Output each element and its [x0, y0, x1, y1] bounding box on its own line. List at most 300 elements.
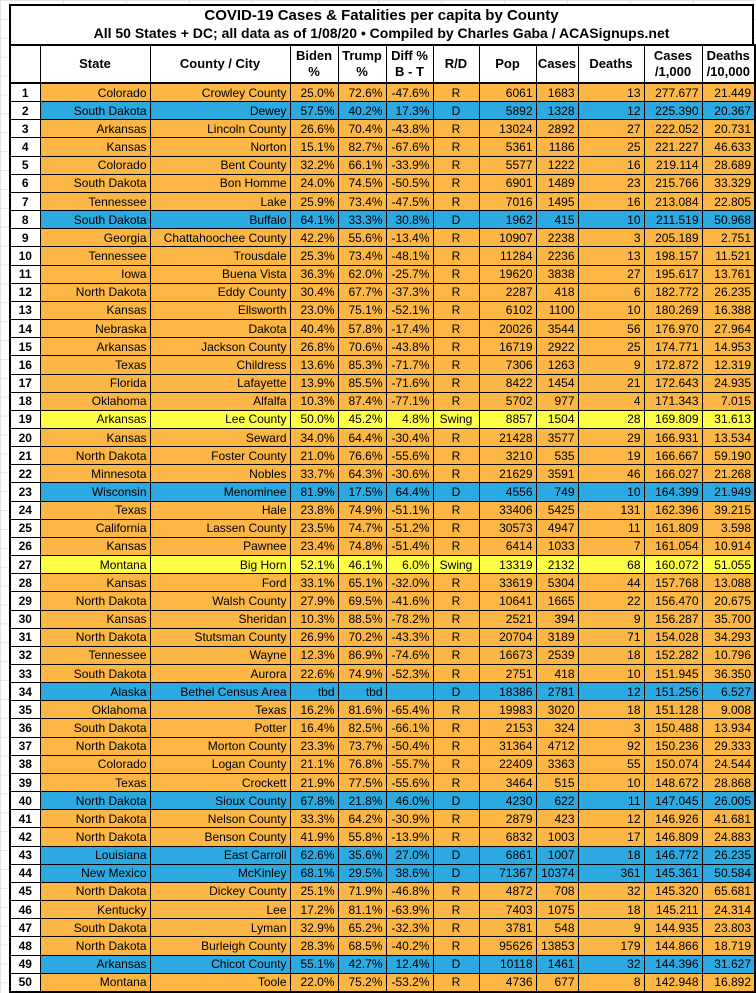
table-row [10, 828, 755, 846]
state-cell: Oklahoma [40, 701, 150, 719]
biden-pct-cell: 10.3% [290, 610, 338, 628]
trump-pct-cell: 64.4% [338, 428, 386, 446]
trump-pct-cell: 85.5% [338, 374, 386, 392]
rd-cell: R [433, 138, 479, 156]
rank-cell: 34 [10, 683, 40, 701]
trump-pct-cell: 76.6% [338, 447, 386, 465]
county-cell: Trousdale [150, 247, 290, 265]
table-row [10, 301, 755, 319]
cases-per-1000-cell: 150.488 [644, 719, 702, 737]
table-row [10, 410, 755, 428]
cases-per-1000-cell: 180.269 [644, 301, 702, 319]
col-header-rank [10, 45, 40, 83]
rank-cell: 11 [10, 265, 40, 283]
deaths-per-10000-cell: 26.005 [702, 792, 755, 810]
county-cell: Foster County [150, 447, 290, 465]
deaths-per-10000-cell: 41.681 [702, 810, 755, 828]
rank-cell: 22 [10, 465, 40, 483]
rank-cell: 25 [10, 519, 40, 537]
biden-pct-cell: 40.4% [290, 320, 338, 338]
state-cell: Iowa [40, 265, 150, 283]
deaths-per-10000-cell: 21.268 [702, 465, 755, 483]
cases-per-1000-cell: 172.643 [644, 374, 702, 392]
county-cell: Bethel Census Area [150, 683, 290, 701]
state-cell: Kansas [40, 574, 150, 592]
rank-cell: 15 [10, 338, 40, 356]
biden-pct-cell: 23.5% [290, 519, 338, 537]
rd-cell: R [433, 174, 479, 192]
state-cell: Tennessee [40, 646, 150, 664]
cases-per-1000-cell: 164.399 [644, 483, 702, 501]
pop-cell: 7306 [479, 356, 536, 374]
deaths-cell: 32 [578, 882, 644, 900]
cases-per-1000-cell: 150.236 [644, 737, 702, 755]
trump-pct-cell: tbd [338, 683, 386, 701]
page-title: COVID-19 Cases & Fatalities per capita by County [204, 7, 559, 24]
state-cell: Arkansas [40, 410, 150, 428]
rd-cell: R [433, 610, 479, 628]
rank-cell: 43 [10, 846, 40, 864]
table-row [10, 83, 755, 102]
rank-cell: 31 [10, 628, 40, 646]
state-cell: South Dakota [40, 211, 150, 229]
table-row [10, 937, 755, 955]
state-cell: North Dakota [40, 828, 150, 846]
diff-cell: 6.0% [386, 556, 433, 574]
rd-cell: R [433, 501, 479, 519]
page-subtitle: All 50 States + DC; all data as of 1/08/20 • Compiled by Charles Gaba / ACASignups.net [93, 25, 670, 41]
rd-cell: R [433, 646, 479, 664]
table-row [10, 428, 755, 446]
trump-pct-cell: 42.7% [338, 955, 386, 973]
diff-cell: 17.3% [386, 102, 433, 120]
col-header-diff: Diff % B - T [386, 45, 433, 83]
cases-per-1000-cell: 162.396 [644, 501, 702, 519]
col-header-cases-per-1000: Cases /1,000 [644, 45, 702, 83]
diff-cell: -74.6% [386, 646, 433, 664]
biden-pct-cell: 15.1% [290, 138, 338, 156]
cases-per-1000-cell: 161.809 [644, 519, 702, 537]
cases-per-1000-cell: 160.072 [644, 556, 702, 574]
deaths-per-10000-cell: 27.964 [702, 320, 755, 338]
cases-cell: 1504 [536, 410, 578, 428]
table-row [10, 519, 755, 537]
rank-cell: 4 [10, 138, 40, 156]
rd-cell: R [433, 265, 479, 283]
county-cell: Benson County [150, 828, 290, 846]
rank-cell: 21 [10, 447, 40, 465]
cases-cell: 10374 [536, 864, 578, 882]
deaths-per-10000-cell: 16.388 [702, 301, 755, 319]
spreadsheet-table [9, 4, 754, 993]
biden-pct-cell: 62.6% [290, 846, 338, 864]
biden-pct-cell: 64.1% [290, 211, 338, 229]
state-cell: North Dakota [40, 628, 150, 646]
trump-pct-cell: 65.1% [338, 574, 386, 592]
county-cell: Bon Homme [150, 174, 290, 192]
biden-pct-cell: 23.3% [290, 737, 338, 755]
cases-per-1000-cell: 211.519 [644, 211, 702, 229]
deaths-per-10000-cell: 13.534 [702, 428, 755, 446]
rd-cell: R [433, 392, 479, 410]
deaths-per-10000-cell: 65.681 [702, 882, 755, 900]
cases-cell: 418 [536, 665, 578, 683]
cases-per-1000-cell: 145.211 [644, 901, 702, 919]
rank-cell: 9 [10, 229, 40, 247]
pop-cell: 5577 [479, 156, 536, 174]
diff-cell: -77.1% [386, 392, 433, 410]
cases-cell: 3363 [536, 755, 578, 773]
cases-per-1000-cell: 152.282 [644, 646, 702, 664]
pop-cell: 22409 [479, 755, 536, 773]
trump-pct-cell: 76.8% [338, 755, 386, 773]
biden-pct-cell: tbd [290, 683, 338, 701]
state-cell: Kentucky [40, 901, 150, 919]
rank-cell: 40 [10, 792, 40, 810]
cases-cell: 515 [536, 773, 578, 791]
rd-cell: R [433, 901, 479, 919]
deaths-cell: 28 [578, 410, 644, 428]
deaths-cell: 16 [578, 156, 644, 174]
trump-pct-cell: 64.2% [338, 810, 386, 828]
deaths-cell: 9 [578, 919, 644, 937]
deaths-cell: 32 [578, 955, 644, 973]
cases-cell: 548 [536, 919, 578, 937]
pop-cell: 1962 [479, 211, 536, 229]
col-header-deaths: Deaths [578, 45, 644, 83]
county-cell: Nelson County [150, 810, 290, 828]
biden-pct-cell: 33.1% [290, 574, 338, 592]
cases-per-1000-cell: 166.027 [644, 465, 702, 483]
rank-cell: 29 [10, 592, 40, 610]
county-cell: East Carroll [150, 846, 290, 864]
deaths-cell: 18 [578, 901, 644, 919]
county-data-table [9, 44, 756, 993]
deaths-per-10000-cell: 14.953 [702, 338, 755, 356]
table-body [10, 83, 755, 992]
col-header-pop: Pop [479, 45, 536, 83]
biden-pct-cell: 26.6% [290, 120, 338, 138]
title-block [9, 4, 754, 46]
rank-cell: 37 [10, 737, 40, 755]
county-cell: Logan County [150, 755, 290, 773]
diff-cell: -33.9% [386, 156, 433, 174]
biden-pct-cell: 21.1% [290, 755, 338, 773]
rd-cell: R [433, 882, 479, 900]
rank-cell: 36 [10, 719, 40, 737]
diff-cell: -13.4% [386, 229, 433, 247]
deaths-per-10000-cell: 59.190 [702, 447, 755, 465]
biden-pct-cell: 10.3% [290, 392, 338, 410]
pop-cell: 8857 [479, 410, 536, 428]
county-cell: Ellsworth [150, 301, 290, 319]
deaths-cell: 29 [578, 428, 644, 446]
diff-cell: -51.1% [386, 501, 433, 519]
rd-cell: Swing [433, 556, 479, 574]
state-cell: Arkansas [40, 338, 150, 356]
cases-per-1000-cell: 145.320 [644, 882, 702, 900]
state-cell: South Dakota [40, 102, 150, 120]
trump-pct-cell: 68.5% [338, 937, 386, 955]
deaths-cell: 27 [578, 120, 644, 138]
deaths-per-10000-cell: 7.015 [702, 392, 755, 410]
deaths-per-10000-cell: 46.633 [702, 138, 755, 156]
rd-cell: R [433, 574, 479, 592]
county-cell: Dickey County [150, 882, 290, 900]
cases-cell: 3577 [536, 428, 578, 446]
cases-per-1000-cell: 219.114 [644, 156, 702, 174]
state-cell: South Dakota [40, 919, 150, 937]
county-cell: McKinley [150, 864, 290, 882]
cases-cell: 1665 [536, 592, 578, 610]
trump-pct-cell: 66.1% [338, 156, 386, 174]
diff-cell [386, 683, 433, 701]
deaths-per-10000-cell: 34.293 [702, 628, 755, 646]
pop-cell: 30573 [479, 519, 536, 537]
rd-cell: R [433, 592, 479, 610]
table-row [10, 320, 755, 338]
cases-cell: 749 [536, 483, 578, 501]
state-cell: Montana [40, 973, 150, 992]
pop-cell: 21428 [479, 428, 536, 446]
rank-cell: 20 [10, 428, 40, 446]
cases-cell: 423 [536, 810, 578, 828]
deaths-cell: 11 [578, 519, 644, 537]
deaths-cell: 9 [578, 356, 644, 374]
state-cell: California [40, 519, 150, 537]
biden-pct-cell: 34.0% [290, 428, 338, 446]
deaths-cell: 18 [578, 701, 644, 719]
cases-per-1000-cell: 151.256 [644, 683, 702, 701]
rd-cell: R [433, 519, 479, 537]
col-header-state: State [40, 45, 150, 83]
deaths-per-10000-cell: 31.627 [702, 955, 755, 973]
cases-per-1000-cell: 198.157 [644, 247, 702, 265]
trump-pct-cell: 71.9% [338, 882, 386, 900]
trump-pct-cell: 29.5% [338, 864, 386, 882]
rd-cell: R [433, 465, 479, 483]
state-cell: Nebraska [40, 320, 150, 338]
rd-cell: R [433, 428, 479, 446]
cases-cell: 3591 [536, 465, 578, 483]
deaths-per-10000-cell: 24.544 [702, 755, 755, 773]
table-row [10, 864, 755, 882]
deaths-per-10000-cell: 22.805 [702, 192, 755, 210]
pop-cell: 6102 [479, 301, 536, 319]
trump-pct-cell: 55.6% [338, 229, 386, 247]
biden-pct-cell: 26.8% [290, 338, 338, 356]
trump-pct-cell: 40.2% [338, 102, 386, 120]
deaths-per-10000-cell: 31.613 [702, 410, 755, 428]
rank-cell: 24 [10, 501, 40, 519]
county-cell: Potter [150, 719, 290, 737]
state-cell: South Dakota [40, 719, 150, 737]
trump-pct-cell: 70.6% [338, 338, 386, 356]
diff-cell: -53.2% [386, 973, 433, 992]
pop-cell: 4736 [479, 973, 536, 992]
table-row [10, 465, 755, 483]
county-cell: Ford [150, 574, 290, 592]
pop-cell: 2287 [479, 283, 536, 301]
state-cell: Kansas [40, 428, 150, 446]
cases-cell: 3544 [536, 320, 578, 338]
table-row [10, 755, 755, 773]
deaths-cell: 11 [578, 792, 644, 810]
table-row [10, 283, 755, 301]
diff-cell: -25.7% [386, 265, 433, 283]
deaths-per-10000-cell: 10.796 [702, 646, 755, 664]
trump-pct-cell: 74.9% [338, 665, 386, 683]
cases-per-1000-cell: 157.768 [644, 574, 702, 592]
table-row [10, 773, 755, 791]
rd-cell: R [433, 810, 479, 828]
deaths-cell: 3 [578, 719, 644, 737]
trump-pct-cell: 73.4% [338, 192, 386, 210]
cases-cell: 1263 [536, 356, 578, 374]
county-cell: Buena Vista [150, 265, 290, 283]
table-row [10, 392, 755, 410]
deaths-cell: 12 [578, 810, 644, 828]
deaths-cell: 21 [578, 374, 644, 392]
rd-cell: R [433, 156, 479, 174]
trump-pct-cell: 57.8% [338, 320, 386, 338]
biden-pct-cell: 22.0% [290, 973, 338, 992]
rank-cell: 44 [10, 864, 40, 882]
trump-pct-cell: 74.9% [338, 501, 386, 519]
pop-cell: 10641 [479, 592, 536, 610]
pop-cell: 20704 [479, 628, 536, 646]
rank-cell: 42 [10, 828, 40, 846]
county-cell: Seward [150, 428, 290, 446]
biden-pct-cell: 21.0% [290, 447, 338, 465]
rd-cell: R [433, 447, 479, 465]
diff-cell: -43.3% [386, 628, 433, 646]
diff-cell: -55.6% [386, 773, 433, 791]
cases-cell: 324 [536, 719, 578, 737]
diff-cell: -32.3% [386, 919, 433, 937]
rank-cell: 47 [10, 919, 40, 937]
deaths-per-10000-cell: 26.235 [702, 846, 755, 864]
cases-cell: 2922 [536, 338, 578, 356]
table-row [10, 356, 755, 374]
state-cell: South Dakota [40, 174, 150, 192]
table-row [10, 592, 755, 610]
cases-per-1000-cell: 176.970 [644, 320, 702, 338]
biden-pct-cell: 25.1% [290, 882, 338, 900]
deaths-per-10000-cell: 28.689 [702, 156, 755, 174]
rd-cell: D [433, 483, 479, 501]
pop-cell: 5702 [479, 392, 536, 410]
table-row [10, 973, 755, 992]
deaths-per-10000-cell: 23.803 [702, 919, 755, 937]
biden-pct-cell: 50.0% [290, 410, 338, 428]
rank-cell: 12 [10, 283, 40, 301]
biden-pct-cell: 16.2% [290, 701, 338, 719]
cases-per-1000-cell: 215.766 [644, 174, 702, 192]
state-cell: New Mexico [40, 864, 150, 882]
cases-per-1000-cell: 146.809 [644, 828, 702, 846]
pop-cell: 16719 [479, 338, 536, 356]
biden-pct-cell: 22.6% [290, 665, 338, 683]
county-cell: Pawnee [150, 537, 290, 555]
cases-per-1000-cell: 225.390 [644, 102, 702, 120]
table-row [10, 737, 755, 755]
deaths-per-10000-cell: 16.892 [702, 973, 755, 992]
cases-per-1000-cell: 172.872 [644, 356, 702, 374]
pop-cell: 19983 [479, 701, 536, 719]
cases-per-1000-cell: 166.667 [644, 447, 702, 465]
cases-per-1000-cell: 166.931 [644, 428, 702, 446]
table-row [10, 846, 755, 864]
rd-cell: D [433, 211, 479, 229]
rd-cell: R [433, 229, 479, 247]
rank-cell: 16 [10, 356, 40, 374]
pop-cell: 6901 [479, 174, 536, 192]
state-cell: Wisconsin [40, 483, 150, 501]
pop-cell: 95626 [479, 937, 536, 955]
biden-pct-cell: 12.3% [290, 646, 338, 664]
state-cell: North Dakota [40, 792, 150, 810]
deaths-per-10000-cell: 51.055 [702, 556, 755, 574]
pop-cell: 10118 [479, 955, 536, 973]
table-row [10, 265, 755, 283]
biden-pct-cell: 67.8% [290, 792, 338, 810]
county-cell: Wayne [150, 646, 290, 664]
biden-pct-cell: 41.9% [290, 828, 338, 846]
pop-cell: 6832 [479, 828, 536, 846]
pop-cell: 2153 [479, 719, 536, 737]
deaths-cell: 44 [578, 574, 644, 592]
rank-cell: 50 [10, 973, 40, 992]
rank-cell: 38 [10, 755, 40, 773]
rd-cell: D [433, 955, 479, 973]
cases-cell: 2539 [536, 646, 578, 664]
trump-pct-cell: 73.7% [338, 737, 386, 755]
county-cell: Lincoln County [150, 120, 290, 138]
cases-per-1000-cell: 146.772 [644, 846, 702, 864]
rank-cell: 10 [10, 247, 40, 265]
deaths-per-10000-cell: 9.008 [702, 701, 755, 719]
deaths-per-10000-cell: 2.751 [702, 229, 755, 247]
table-row [10, 483, 755, 501]
table-row [10, 211, 755, 229]
cases-cell: 415 [536, 211, 578, 229]
rank-cell: 14 [10, 320, 40, 338]
pop-cell: 3464 [479, 773, 536, 791]
rank-cell: 19 [10, 410, 40, 428]
cases-per-1000-cell: 144.396 [644, 955, 702, 973]
deaths-cell: 3 [578, 229, 644, 247]
table-row [10, 374, 755, 392]
biden-pct-cell: 36.3% [290, 265, 338, 283]
rank-cell: 41 [10, 810, 40, 828]
trump-pct-cell: 77.5% [338, 773, 386, 791]
county-cell: Big Horn [150, 556, 290, 574]
rank-cell: 5 [10, 156, 40, 174]
cases-cell: 394 [536, 610, 578, 628]
deaths-cell: 22 [578, 592, 644, 610]
table-header [10, 45, 755, 83]
rank-cell: 46 [10, 901, 40, 919]
table-row [10, 665, 755, 683]
state-cell: Texas [40, 773, 150, 791]
biden-pct-cell: 32.2% [290, 156, 338, 174]
rank-cell: 32 [10, 646, 40, 664]
cases-per-1000-cell: 161.054 [644, 537, 702, 555]
col-header-cases: Cases [536, 45, 578, 83]
state-cell: Arkansas [40, 955, 150, 973]
trump-pct-cell: 74.7% [338, 519, 386, 537]
